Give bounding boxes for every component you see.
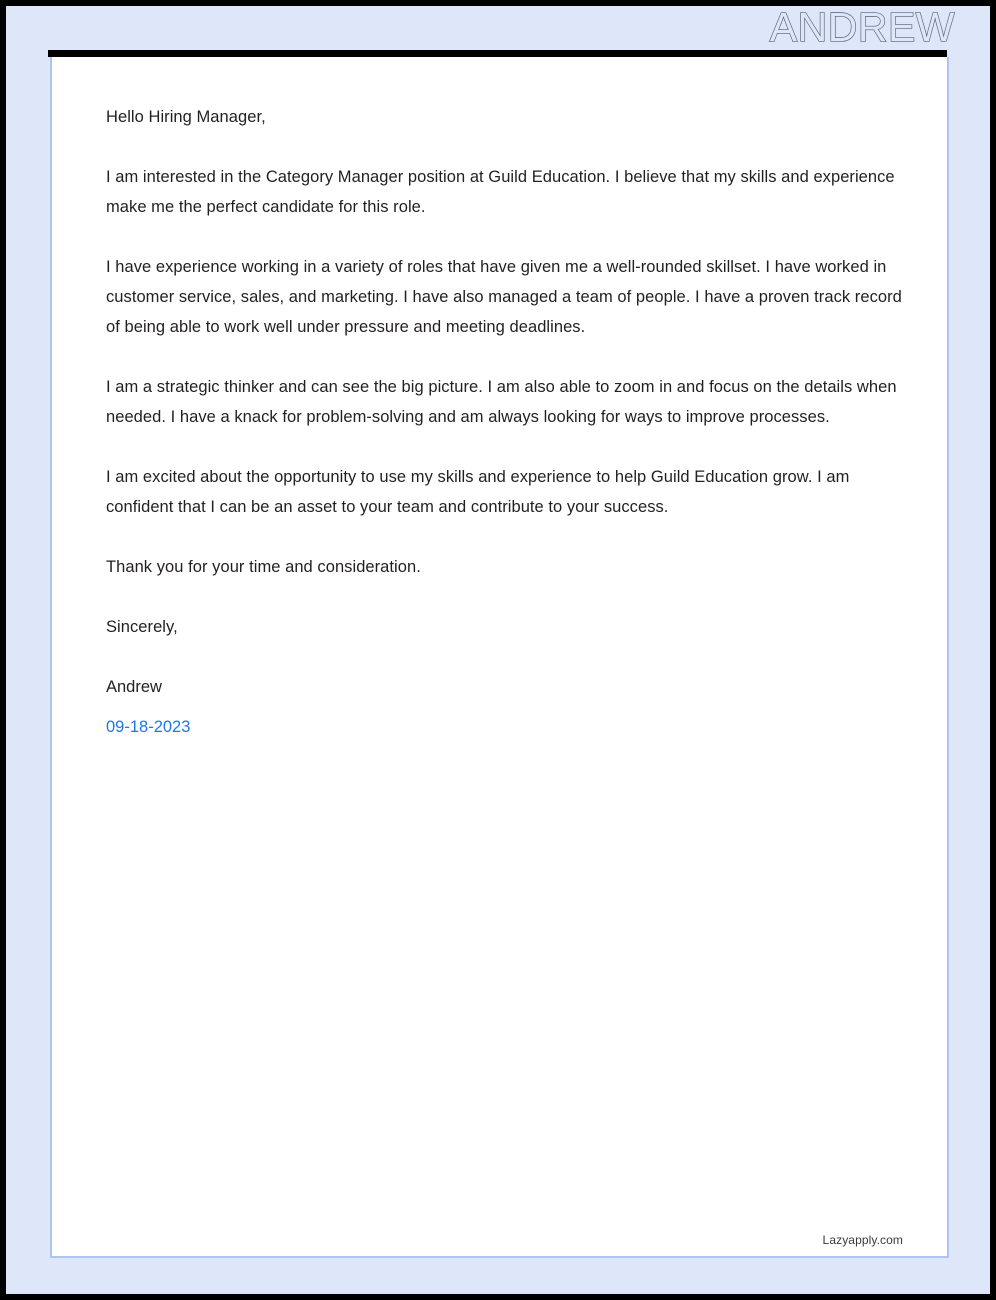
- letter-paragraph-2: I have experience working in a variety of roles that have given me a well-rounded skillset. I have worked in customer service, sales, and marketing. I have also managed a team of people. I have a proven track record of being able to work well under pressure and meeting deadlines.: [106, 258, 902, 336]
- page-title: ANDREW: [769, 6, 955, 50]
- signature-date: 09-18-2023: [106, 718, 191, 736]
- footer-branding: Lazyapply.com: [822, 1233, 903, 1247]
- page-surface: [6, 6, 990, 1294]
- letter-body: [106, 102, 905, 742]
- closing-line: Sincerely,: [106, 618, 178, 636]
- salutation-line: Hello Hiring Manager,: [106, 108, 266, 126]
- document-header: [6, 6, 990, 50]
- thanks-line: Thank you for your time and consideration.: [106, 558, 421, 576]
- signature-name: Andrew: [106, 678, 162, 696]
- letter-sheet: [50, 57, 949, 1258]
- letter-paragraph-4: I am excited about the opportunity to use my skills and experience to help Guild Education grow. I am confident that I can be an asset to your team and contribute to your success.: [106, 468, 850, 516]
- letter-paragraph-1: I am interested in the Category Manager position at Guild Education. I believe that my skills and experience make me the perfect candidate for this role.: [106, 168, 895, 216]
- title-divider-rule: [48, 50, 947, 57]
- letter-paragraph-3: I am a strategic thinker and can see the big picture. I am also able to zoom in and focus on the details when needed. I have a knack for problem-solving and am always looking for ways to improve processes.: [106, 378, 897, 426]
